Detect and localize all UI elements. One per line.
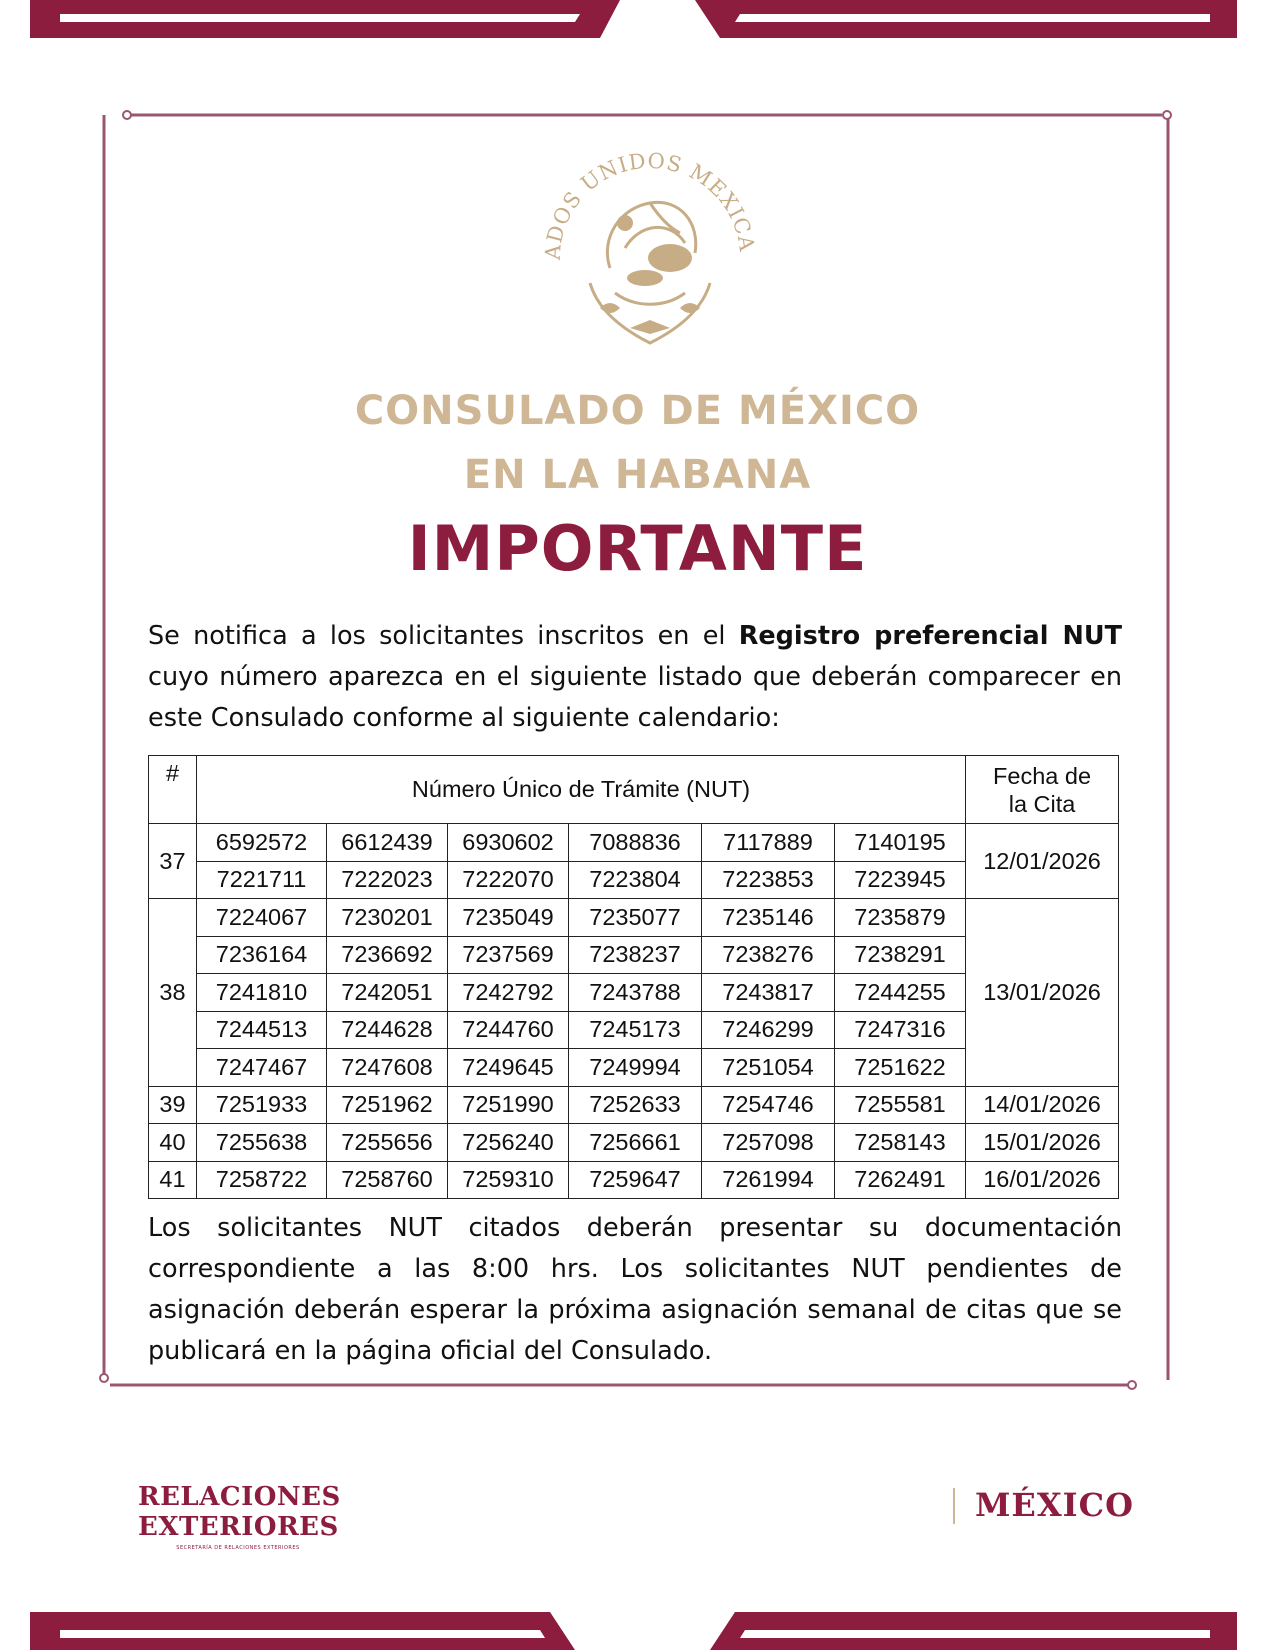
bottom-decorative-band bbox=[0, 1612, 1275, 1652]
nut-cell: 7256240 bbox=[448, 1124, 569, 1162]
nut-cell: 7257098 bbox=[702, 1124, 835, 1162]
table-row bbox=[149, 1086, 1119, 1124]
nut-cell: 7258722 bbox=[197, 1161, 327, 1199]
svg-text:ESTADOS UNIDOS MEXICANOS bbox=[530, 128, 759, 262]
nut-cell: 7237569 bbox=[448, 936, 569, 974]
nut-cell: 7247608 bbox=[327, 1049, 448, 1087]
group-number-cell: 41 bbox=[149, 1161, 197, 1199]
appointment-date-cell: 13/01/2026 bbox=[966, 899, 1119, 1087]
closing-paragraph: Los solicitantes NUT citados deberán presentar su documentación correspondiente a las 8:00 hrs. Los solicitantes NUT pendientes de asignación deberán esperar la próxima asignación semanal de citas que se publicará en la página oficial del Consulado. bbox=[148, 1213, 1122, 1366]
nut-cell: 7236692 bbox=[327, 936, 448, 974]
notice-title: IMPORTANTE bbox=[407, 512, 868, 585]
group-number-cell: 40 bbox=[149, 1124, 197, 1162]
nut-cell: 7244513 bbox=[197, 1011, 327, 1049]
header-date-line1: Fecha de bbox=[993, 762, 1092, 789]
nut-cell: 7238291 bbox=[835, 936, 966, 974]
nut-cell: 7242792 bbox=[448, 974, 569, 1012]
nut-cell: 7235049 bbox=[448, 899, 569, 937]
nut-cell: 7251962 bbox=[327, 1086, 448, 1124]
nut-cell: 7251622 bbox=[835, 1049, 966, 1087]
intro-text-bold: Registro preferencial NUT bbox=[738, 621, 1122, 651]
nut-cell: 7222023 bbox=[327, 861, 448, 899]
nut-cell: 7235146 bbox=[702, 899, 835, 937]
nut-cell: 7221711 bbox=[197, 861, 327, 899]
nut-cell: 7251933 bbox=[197, 1086, 327, 1124]
nut-cell: 7247316 bbox=[835, 1011, 966, 1049]
table-header-row bbox=[149, 756, 1119, 824]
nut-cell: 7238276 bbox=[702, 936, 835, 974]
table-row bbox=[149, 1124, 1119, 1162]
nut-cell: 7245173 bbox=[569, 1011, 702, 1049]
appointment-date-cell: 14/01/2026 bbox=[966, 1086, 1119, 1124]
group-number-cell: 37 bbox=[149, 824, 197, 899]
appointment-date-cell: 12/01/2026 bbox=[966, 824, 1119, 899]
nut-cell: 7243817 bbox=[702, 974, 835, 1012]
nut-cell: 7258760 bbox=[327, 1161, 448, 1199]
nut-cell: 7255638 bbox=[197, 1124, 327, 1162]
top-decorative-band bbox=[0, 0, 1275, 40]
sre-logo-line1: RELACIONES bbox=[138, 1482, 341, 1512]
nut-cell: 7088836 bbox=[569, 824, 702, 862]
sre-logo-line2: EXTERIORES bbox=[138, 1512, 339, 1542]
nut-cell: 7252633 bbox=[569, 1086, 702, 1124]
nut-cell: 7230201 bbox=[327, 899, 448, 937]
nut-cell: 7244255 bbox=[835, 974, 966, 1012]
nut-cell: 7259310 bbox=[448, 1161, 569, 1199]
nut-cell: 7223945 bbox=[835, 861, 966, 899]
nut-cell: 7254746 bbox=[702, 1086, 835, 1124]
nut-cell: 7255581 bbox=[835, 1086, 966, 1124]
table-row bbox=[149, 1161, 1119, 1199]
nut-cell: 7256661 bbox=[569, 1124, 702, 1162]
nut-cell: 7241810 bbox=[197, 974, 327, 1012]
table-row bbox=[149, 824, 1119, 862]
sre-logo-subtitle: SECRETARÍA DE RELACIONES EXTERIORES bbox=[176, 1545, 300, 1551]
intro-text-after: cuyo número aparezca en el siguiente listado que deberán comparecer en este Consulado conforme al siguiente calendario: bbox=[148, 662, 1122, 733]
intro-text-before: Se notifica a los solicitantes inscritos en el bbox=[148, 621, 739, 651]
table-row bbox=[149, 899, 1119, 937]
footer-divider bbox=[953, 1488, 955, 1524]
nut-cell: 7261994 bbox=[702, 1161, 835, 1199]
consulate-name-line1: CONSULADO DE MÉXICO bbox=[354, 388, 921, 434]
nut-cell: 7235077 bbox=[569, 899, 702, 937]
header-date bbox=[966, 756, 1119, 824]
nut-cell: 7262491 bbox=[835, 1161, 966, 1199]
nut-cell: 7235879 bbox=[835, 899, 966, 937]
header-nut: Número Único de Trámite (NUT) bbox=[197, 756, 966, 824]
nut-cell: 7249645 bbox=[448, 1049, 569, 1087]
nut-cell: 7223804 bbox=[569, 861, 702, 899]
nut-cell: 7224067 bbox=[197, 899, 327, 937]
nut-cell: 7140195 bbox=[835, 824, 966, 862]
nut-cell: 7238237 bbox=[569, 936, 702, 974]
header-number: # bbox=[149, 756, 197, 824]
nut-cell: 7249994 bbox=[569, 1049, 702, 1087]
nut-cell: 7259647 bbox=[569, 1161, 702, 1199]
nut-cell: 6592572 bbox=[197, 824, 327, 862]
nut-cell: 7247467 bbox=[197, 1049, 327, 1087]
nut-schedule-table bbox=[148, 755, 1119, 1199]
nut-cell: 7251054 bbox=[702, 1049, 835, 1087]
sre-logo bbox=[138, 1482, 341, 1551]
intro-paragraph bbox=[148, 616, 1122, 739]
appointment-date-cell: 15/01/2026 bbox=[966, 1124, 1119, 1162]
nut-cell: 7255656 bbox=[327, 1124, 448, 1162]
mexico-logo: MÉXICO bbox=[975, 1486, 1134, 1524]
nut-cell: 7223853 bbox=[702, 861, 835, 899]
nut-cell: 7117889 bbox=[702, 824, 835, 862]
seal-text: ADOS UNIDOS MEXICA bbox=[540, 148, 760, 261]
appointment-date-cell: 16/01/2026 bbox=[966, 1161, 1119, 1199]
nut-cell: 7244628 bbox=[327, 1011, 448, 1049]
group-number-cell: 39 bbox=[149, 1086, 197, 1124]
group-number-cell: 38 bbox=[149, 899, 197, 1087]
nut-cell: 7251990 bbox=[448, 1086, 569, 1124]
nut-cell: 7242051 bbox=[327, 974, 448, 1012]
nut-cell: 7244760 bbox=[448, 1011, 569, 1049]
nut-cell: 7243788 bbox=[569, 974, 702, 1012]
nut-cell: 7222070 bbox=[448, 861, 569, 899]
nut-cell: 7246299 bbox=[702, 1011, 835, 1049]
nut-cell: 7236164 bbox=[197, 936, 327, 974]
consulate-name-line2: EN LA HABANA bbox=[463, 452, 812, 498]
table-body bbox=[149, 824, 1119, 1199]
nut-cell: 6930602 bbox=[448, 824, 569, 862]
national-seal bbox=[530, 128, 770, 368]
nut-cell: 7258143 bbox=[835, 1124, 966, 1162]
nut-cell: 6612439 bbox=[327, 824, 448, 862]
header-date-line2: la Cita bbox=[1008, 790, 1076, 817]
